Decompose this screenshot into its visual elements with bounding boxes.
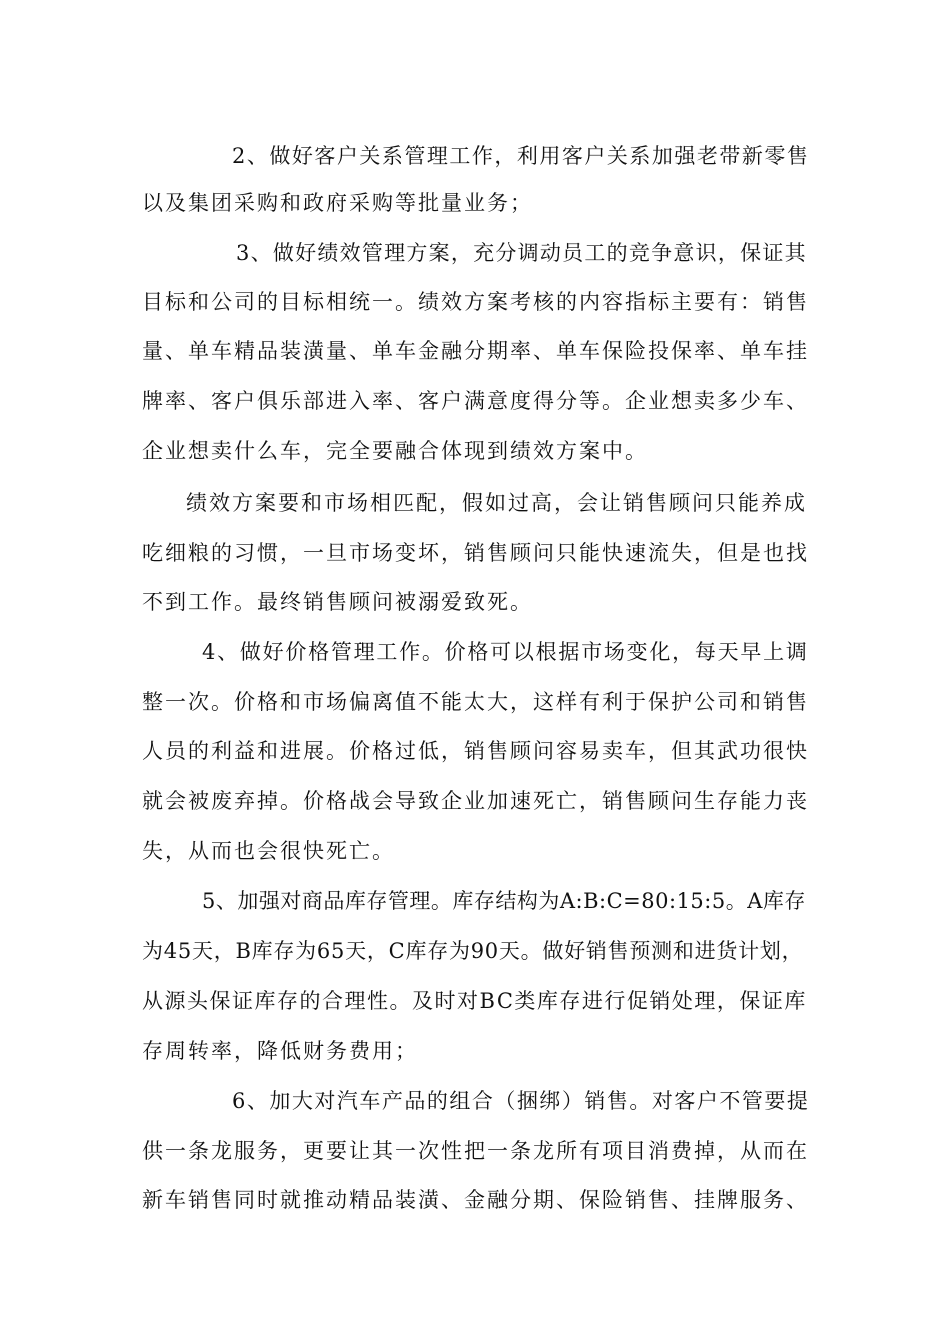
paragraph-performance-line-3: 不到工作。最终销售顾问被溺爱致死。 (142, 590, 533, 614)
paragraph-3-line-4: 牌率、客户俱乐部进入率、客户满意度得分等。企业想卖多少车、 (142, 389, 809, 413)
paragraph-4-line-2: 整一次。价格和市场偏离值不能太大，这样有利于保护公司和销售 (142, 690, 809, 714)
paragraph-4-line-3: 人员的利益和进展。价格过低，销售顾问容易卖车，但其武功很快 (142, 739, 809, 763)
paragraph-performance-line-1: 绩效方案要和市场相匹配，假如过高，会让销售顾问只能养成 (186, 491, 807, 515)
paragraph-3-line-1: 3、做好绩效管理方案，充分调动员工的竞争意识，保证其 (236, 241, 807, 265)
paragraph-4-line-1: 4、做好价格管理工作。价格可以根据市场变化，每天早上调 (202, 640, 809, 664)
paragraph-6-line-1: 6、加大对汽车产品的组合（捆绑）销售。对客户不管要提 (232, 1089, 810, 1113)
paragraph-4-line-4: 就会被废弃掉。价格战会导致企业加速死亡，销售顾问生存能力丧 (142, 789, 809, 813)
paragraph-2-line-2: 以及集团采购和政府采购等批量业务； (142, 191, 533, 215)
paragraph-5-line-1: 5、加强对商品库存管理。库存结构为A:B:C=80:15:5。A库存 (202, 889, 806, 913)
paragraph-4-line-5: 失，从而也会很快死亡。 (142, 839, 395, 863)
paragraph-6-line-3: 新车销售同时就推动精品装潢、金融分期、保险销售、挂牌服务、 (142, 1188, 809, 1212)
paragraph-3-line-2: 目标和公司的目标相统一。绩效方案考核的内容指标主要有：销售 (142, 290, 809, 314)
paragraph-3-line-5: 企业想卖什么车，完全要融合体现到绩效方案中。 (142, 439, 648, 463)
paragraph-5-line-2: 为45天，B库存为65天，C库存为90天。做好销售预测和进货计划， (142, 939, 804, 963)
paragraph-5-line-4: 存周转率，降低财务费用； (142, 1039, 418, 1063)
paragraph-2-line-1: 2、做好客户关系管理工作，利用客户关系加强老带新零售 (232, 144, 810, 168)
paragraph-5-line-3: 从源头保证库存的合理性。及时对BC类库存进行促销处理，保证库 (142, 989, 807, 1013)
paragraph-3-line-3: 量、单车精品装潢量、单车金融分期率、单车保险投保率、单车挂 (142, 339, 809, 363)
paragraph-6-line-2: 供一条龙服务，更要让其一次性把一条龙所有项目消费掉，从而在 (142, 1139, 809, 1163)
paragraph-performance-line-2: 吃细粮的习惯，一旦市场变坏，销售顾问只能快速流失，但是也找 (142, 541, 809, 565)
